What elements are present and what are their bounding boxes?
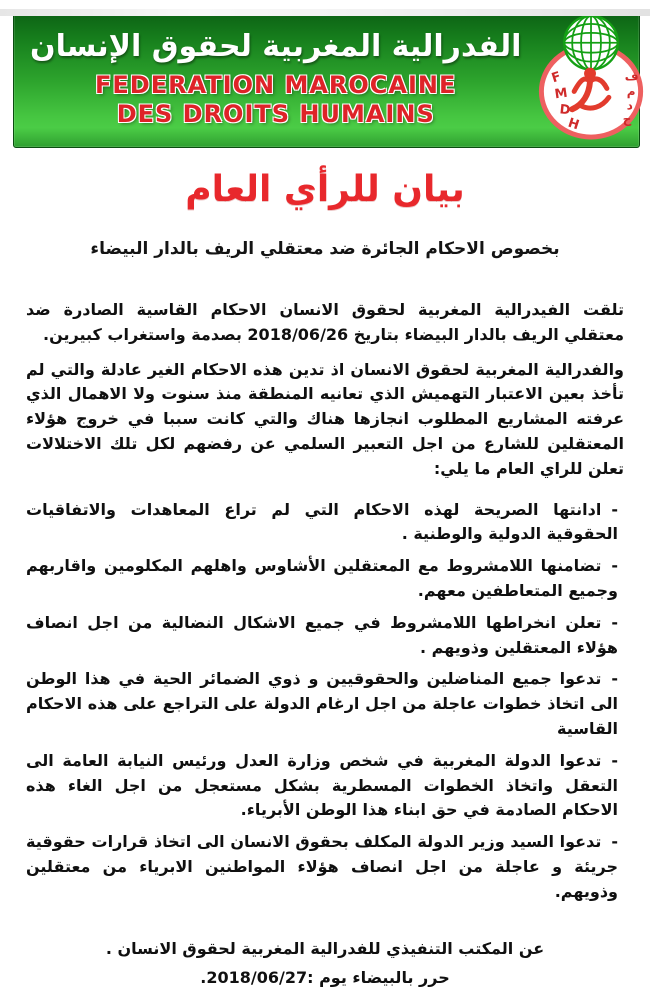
svg-text:د: د: [627, 98, 634, 113]
closing-signature: عن المكتب التنفيذي للفدرالية المغربية لحقوق الانسان .: [105, 938, 545, 958]
statement-body: [0, 298, 650, 991]
statement-subject: بخصوص الاحكام الجائرة ضد معتقلي الريف بالدار البيضاء: [90, 239, 560, 260]
svg-text:ح: ح: [623, 112, 632, 127]
org-name-french-line1: FEDERATION MAROCAINE: [95, 71, 457, 100]
paragraph-intro: تلقت الفيدرالية المغربية لحقوق الانسان الاحكام القاسية الصادرة ضد معتقلي الريف بالدار البيضاء بتاريخ 2018/06/26 بصدمة واستغراب كبيرين.: [26, 299, 624, 344]
paragraph-condemnation: والفدرالية المغربية لحقوق الانسان اذ تدين هذه الاحكام الغير عادلة والتي لم تأخذ بعين الاعتبار التهميش الذي تعانيه المنطقة منذ سنوت ولا الاهمال الذي عرفته المشاريع المطلوب انجازها هناك والتي كانت سببا في خروج هؤلاء المعتقلين للشارع من اجل التعبير السلمي عن رفضهم لكل تلك الاختلالات تعلن للراي العام ما يلي:: [26, 359, 624, 478]
demands-list: [26, 498, 624, 905]
list-item: - تدعوا جميع المناضلين والحقوقيين و ذوي الضمائر الحية في هذا الوطن الى اتخاذ خطوات عاجلة من اجل ارغام الدولة على التراجع على هذه الاحكام القاسية: [26, 667, 618, 741]
svg-text:H: H: [566, 115, 582, 134]
list-item: - تعلن انخراطها اللامشروط في جميع الاشكال النضالية من اجل انصاف هؤلاء المعتقلين وذويهم .: [26, 611, 618, 661]
organization-banner: [13, 9, 640, 148]
list-item: - تضامنها اللامشروط مع المعتقلين الأشاوس واهلهم المكلومين واقاربهم وجميع المتعاطفين معهم.: [26, 554, 618, 604]
statement-title: بيان للرأي العام: [185, 169, 465, 210]
svg-text:F: F: [550, 69, 564, 87]
svg-text:م: م: [627, 84, 636, 99]
globe-icon: [565, 16, 619, 70]
org-name-arabic: الفدرالية المغربية لحقوق الإنسان: [30, 29, 522, 65]
list-item: - ادانتها الصريحة لهذه الاحكام التي لم تراع المعاهدات والاتفاقيات الحقوقية الدولية والوطنية .: [26, 498, 618, 548]
closing-date: حرر بالبيضاء يوم :2018/06/27.: [200, 968, 450, 988]
fmdh-logo-icon: [529, 13, 657, 144]
list-item: - تدعوا السيد وزير الدولة المكلف بحقوق الانسان الى اتخاذ قرارات حقوقية جريئة و عاجلة من اجل انصاف هؤلاء المواطنين الابرياء من معتقلين وذويهم.: [26, 830, 618, 904]
list-item: - تدعوا الدولة المغربية في شخص وزارة العدل ورئيس النيابة العامة الى التعقل واتخاذ الخطوات المسطرية بشكل مستعجل من اجل الغاء هذه الاحكام الصادمة في حق ابناء هذا الوطن الأبرياء.: [26, 749, 618, 823]
closing: [26, 937, 624, 991]
svg-text:D: D: [559, 102, 572, 119]
banner-text: [20, 29, 525, 128]
svg-text:M: M: [554, 85, 569, 103]
scan-edge: [0, 9, 650, 16]
svg-text:ف: ف: [625, 69, 639, 84]
document-page: [0, 9, 650, 988]
org-name-french-line2: DES DROITS HUMAINS: [116, 99, 435, 128]
